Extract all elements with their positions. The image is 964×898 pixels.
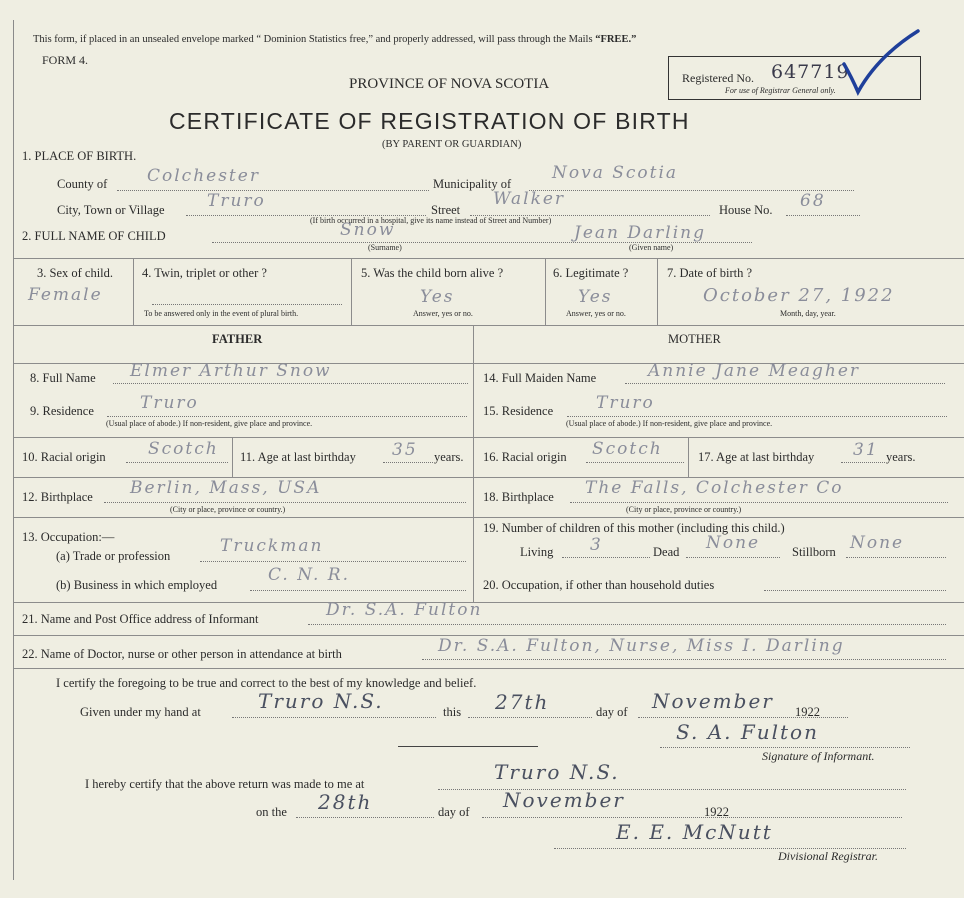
year-value: 1922	[795, 705, 820, 719]
dead-value: None	[706, 533, 761, 553]
dob-value: October 27, 1922	[703, 285, 895, 306]
given-name-note: (Given name)	[629, 243, 674, 252]
street-label: Street	[431, 203, 461, 217]
business-value: C. N. R.	[268, 565, 351, 585]
certificate-subtitle: (BY PARENT OR GUARDIAN)	[382, 139, 522, 150]
stillborn-value: None	[850, 533, 905, 553]
twin-label: 4. Twin, triplet or other ?	[142, 266, 267, 280]
day-value: 27th	[495, 690, 550, 714]
column-rule	[232, 437, 233, 477]
place-of-birth-heading: 1. PLACE OF BIRTH.	[22, 149, 137, 163]
trade-line	[200, 561, 466, 562]
mother-age-label: 17. Age at last birthday	[698, 450, 815, 464]
given-under-label: Given under my hand at	[80, 705, 201, 719]
father-age-label: 11. Age at last birthday	[240, 450, 356, 464]
street-value: Walker	[493, 189, 566, 209]
doctor-line	[422, 659, 946, 660]
rule	[14, 258, 964, 259]
registrar-caption: Divisional Registrar.	[778, 849, 879, 863]
registrar-note: For use of Registrar General only.	[725, 86, 836, 95]
father-years: years.	[434, 450, 464, 464]
business-label: (b) Business in which employed	[56, 578, 218, 592]
year2-value: 1922	[704, 805, 729, 819]
column-rule	[351, 258, 352, 325]
child-surname: Snow	[340, 220, 396, 240]
mother-abode-note: (Usual place of abode.) If non-resident, give place and province.	[566, 419, 773, 428]
form-number: FORM 4.	[42, 53, 89, 67]
father-name-value: Elmer Arthur Snow	[130, 361, 332, 381]
informant-value: Dr. S.A. Fulton	[326, 600, 483, 620]
given-place-value: Truro N.S.	[258, 689, 384, 713]
county-label: County of	[57, 177, 108, 191]
street-note: (If birth occurred in a hospital, give its name instead of Street and Number)	[310, 216, 552, 225]
legitimate-value: Yes	[578, 287, 613, 307]
mother-name-value: Annie Jane Meagher	[648, 361, 861, 381]
registered-label: Registered No.	[682, 71, 754, 85]
legitimate-label: 6. Legitimate ?	[553, 266, 629, 280]
trade-label: (a) Trade or profession	[56, 549, 171, 563]
return-place-value: Truro N.S.	[494, 760, 620, 784]
dead-label: Dead	[653, 545, 680, 559]
living-value: 3	[590, 535, 603, 555]
month-value: November	[652, 689, 774, 713]
city-label: City, Town or Village	[57, 203, 165, 217]
father-heading: FATHER	[212, 332, 263, 346]
informant-signature: S. A. Fulton	[676, 720, 819, 744]
mother-age-line	[841, 462, 885, 463]
alive-label: 5. Was the child born alive ?	[361, 266, 504, 280]
mail-note	[33, 34, 636, 45]
day-of-label: day of	[596, 705, 628, 719]
twin-line	[152, 304, 342, 305]
surname-note: (Surname)	[368, 243, 402, 252]
mother-residence-line	[567, 416, 947, 417]
given-place-line	[232, 717, 436, 718]
certificate-title: CERTIFICATE OF REGISTRATION OF BIRTH	[169, 108, 690, 134]
mother-heading: MOTHER	[668, 332, 721, 346]
certify-statement: I certify the foregoing to be true and correct to the best of my knowledge and belief.	[56, 676, 477, 690]
city-value: Truro	[207, 191, 266, 211]
county-value: Colchester	[147, 166, 260, 186]
signature-line	[660, 747, 910, 748]
father-birthplace-value: Berlin, Mass, USA	[130, 478, 322, 498]
father-name-line	[113, 383, 468, 384]
house-line	[786, 215, 860, 216]
county-line	[117, 190, 429, 191]
twin-note: To be answered only in the event of plural birth.	[144, 309, 299, 318]
month2-line	[482, 817, 902, 818]
column-rule	[133, 258, 134, 325]
dob-label: 7. Date of birth ?	[667, 266, 753, 280]
rule	[14, 668, 964, 669]
house-value: 68	[800, 191, 826, 211]
business-line	[250, 590, 466, 591]
this-label: this	[443, 705, 462, 719]
signature-caption: Signature of Informant.	[762, 749, 875, 763]
father-age-value: 35	[392, 440, 418, 460]
father-age-line	[383, 462, 433, 463]
dob-note: Month, day, year.	[780, 309, 836, 318]
father-occupation-label: 13. Occupation:—	[22, 530, 115, 544]
column-rule	[657, 258, 658, 325]
day2-line	[296, 817, 434, 818]
mother-race-value: Scotch	[592, 439, 663, 459]
day2-value: 28th	[318, 790, 373, 814]
house-label: House No.	[719, 203, 773, 217]
mother-occupation-label: 20. Occupation, if other than household duties	[483, 578, 715, 592]
child-given-name: Jean Darling	[574, 223, 706, 243]
children-count-label: 19. Number of children of this mother (including this child.)	[483, 521, 785, 535]
rule	[14, 602, 964, 603]
checkmark-icon	[838, 28, 924, 98]
mother-race-line	[586, 462, 684, 463]
column-rule	[688, 437, 689, 477]
father-race-label: 10. Racial origin	[22, 450, 106, 464]
registered-number: 647719	[771, 61, 850, 83]
living-line	[562, 557, 650, 558]
alive-value: Yes	[420, 287, 455, 307]
informant-label: 21. Name and Post Office address of Informant	[22, 612, 259, 626]
father-residence-value: Truro	[140, 393, 199, 413]
mail-note-text: This form, if placed in an unsealed envelope marked “ Dominion Statistics free,” and properly addressed, will pass through the Mails	[33, 34, 593, 45]
mother-residence-value: Truro	[596, 393, 655, 413]
father-birthplace-line	[104, 502, 466, 503]
mother-age-value: 31	[853, 440, 879, 460]
registrar-signature: E. E. McNutt	[616, 820, 773, 844]
municipality-value: Nova Scotia	[552, 163, 679, 183]
living-label: Living	[520, 545, 554, 559]
mother-birthplace-label: 18. Birthplace	[483, 490, 554, 504]
mother-birthplace-line	[570, 502, 948, 503]
left-margin-rule	[13, 20, 14, 880]
father-birthplace-label: 12. Birthplace	[22, 490, 93, 504]
rule	[14, 325, 964, 326]
mail-free-text: “FREE.”	[595, 34, 637, 45]
month2-value: November	[503, 788, 625, 812]
mother-name-line	[625, 383, 945, 384]
separator-rule	[398, 746, 538, 747]
father-residence-label: 9. Residence	[30, 404, 94, 418]
day-of2-label: day of	[438, 805, 470, 819]
mother-birthplace-value: The Falls, Colchester Co	[585, 478, 844, 498]
father-name-label: 8. Full Name	[30, 371, 96, 385]
trade-value: Truckman	[220, 536, 324, 556]
informant-line	[308, 624, 946, 625]
father-residence-line	[107, 416, 467, 417]
return-label: I hereby certify that the above return was made to me at	[85, 777, 365, 791]
father-race-value: Scotch	[148, 439, 219, 459]
alive-note: Answer, yes or no.	[413, 309, 473, 318]
mother-birthplace-note: (City or place, province or country.)	[626, 505, 742, 514]
sex-value: Female	[28, 285, 103, 305]
mother-residence-label: 15. Residence	[483, 404, 554, 418]
province-heading: PROVINCE OF NOVA SCOTIA	[349, 76, 550, 92]
day-line	[468, 717, 592, 718]
rule	[14, 437, 964, 438]
municipality-label: Municipality of	[433, 177, 512, 191]
mother-race-label: 16. Racial origin	[483, 450, 567, 464]
stillborn-line	[846, 557, 946, 558]
dead-line	[686, 557, 780, 558]
child-name-label: 2. FULL NAME OF CHILD	[22, 229, 166, 243]
rule	[14, 517, 964, 518]
column-rule	[545, 258, 546, 325]
mother-name-label: 14. Full Maiden Name	[483, 371, 597, 385]
father-birthplace-note: (City or place, province or country.)	[170, 505, 286, 514]
doctor-value: Dr. S.A. Fulton, Nurse, Miss I. Darling	[438, 636, 845, 656]
father-race-line	[126, 462, 228, 463]
sex-label: 3. Sex of child.	[37, 266, 114, 280]
mother-years: years.	[886, 450, 916, 464]
doctor-label: 22. Name of Doctor, nurse or other person in attendance at birth	[22, 647, 342, 661]
stillborn-label: Stillborn	[792, 545, 836, 559]
legitimate-note: Answer, yes or no.	[566, 309, 626, 318]
on-the-label: on the	[256, 805, 287, 819]
father-abode-note: (Usual place of abode.) If non-resident, give place and province.	[106, 419, 313, 428]
mother-occupation-line	[764, 590, 946, 591]
center-rule	[473, 325, 474, 602]
